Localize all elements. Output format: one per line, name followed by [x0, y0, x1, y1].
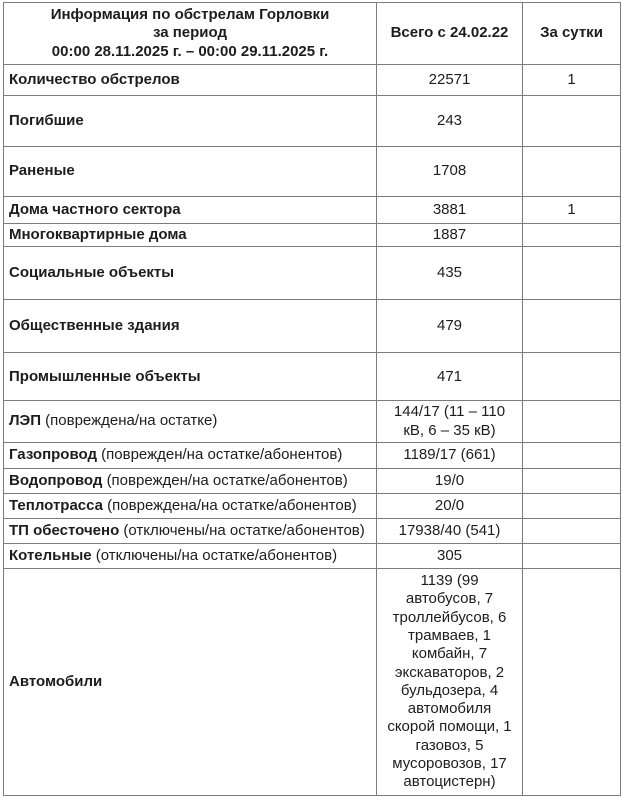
table-title-line1: Информация по обстрелам Горловки [50, 6, 330, 24]
table-row [4, 493, 621, 518]
table-header-row [4, 3, 621, 65]
table-row [4, 568, 621, 795]
row-label-main: Количество обстрелов [9, 70, 180, 88]
daily-value [523, 568, 621, 795]
row-label-main: Погибшие [9, 111, 84, 129]
table-row [4, 224, 621, 247]
row-label [4, 96, 377, 147]
table-row [4, 197, 621, 224]
total-value: 17938/40 (541) [377, 518, 523, 543]
row-label-main: Автомобили [9, 672, 103, 690]
row-label-main: Промышленные объекты [9, 367, 201, 385]
daily-value [523, 401, 621, 443]
row-label [4, 568, 377, 795]
row-label [4, 147, 377, 197]
row-label [4, 493, 377, 518]
total-value: 144/17 (11 – 110 кВ, 6 – 35 кВ) [377, 401, 523, 443]
table-row [4, 300, 621, 353]
column-header-total: Всего с 24.02.22 [377, 3, 523, 65]
row-label [4, 543, 377, 568]
table-title-line3: 00:00 28.11.2025 г. – 00:00 29.11.2025 г. [51, 42, 329, 60]
row-label-main: Теплотрасса [9, 496, 103, 514]
total-value: 1189/17 (661) [377, 442, 523, 468]
table-row [4, 96, 621, 147]
table-row [4, 401, 621, 443]
row-label-main: ЛЭП [9, 412, 41, 430]
total-value: 3881 [377, 197, 523, 224]
daily-value [523, 300, 621, 353]
total-value: 20/0 [377, 493, 523, 518]
total-value: 1708 [377, 147, 523, 197]
table-row [4, 65, 621, 96]
daily-value [523, 147, 621, 197]
column-header-daily: За сутки [523, 3, 621, 65]
table-row [4, 543, 621, 568]
total-value: 305 [377, 543, 523, 568]
row-label [4, 442, 377, 468]
row-label-note: (поврежден/на остатке/абонентов) [101, 446, 343, 464]
row-label-main: Социальные объекты [9, 264, 175, 282]
table-title [4, 3, 377, 65]
shelling-report-table [3, 2, 621, 796]
total-value: 243 [377, 96, 523, 147]
total-value: 471 [377, 353, 523, 401]
table-row [4, 468, 621, 493]
row-label [4, 247, 377, 300]
row-label-note: (поврежден/на остатке/абонентов) [106, 471, 348, 489]
row-label-main: Раненые [9, 162, 75, 180]
daily-value [523, 543, 621, 568]
row-label [4, 224, 377, 247]
daily-value: 1 [523, 65, 621, 96]
total-value: 19/0 [377, 468, 523, 493]
row-label-main: Водопровод [9, 471, 103, 489]
total-value: 1139 (99 автобусов, 7 троллейбусов, 6 трамваев, 1 комбайн, 7 экскаваторов, 2 бульдозера, 4 автомобиля скорой помощи, 1 газовоз, 5 мусоровозов, 17 автоцистерн) [377, 568, 523, 795]
row-label [4, 518, 377, 543]
row-label-note: (отключены/на остатке/абонентов) [123, 521, 365, 539]
row-label-main: Газопровод [9, 446, 97, 464]
total-value: 435 [377, 247, 523, 300]
row-label [4, 468, 377, 493]
daily-value [523, 468, 621, 493]
table-row [4, 147, 621, 197]
row-label-main: ТП обесточено [9, 521, 120, 539]
row-label-main: Многоквартирные дома [9, 226, 187, 243]
daily-value [523, 96, 621, 147]
total-value: 479 [377, 300, 523, 353]
row-label-note: (повреждена/на остатке/абонентов) [107, 496, 357, 514]
row-label-note: (повреждена/на остатке) [45, 412, 218, 430]
daily-value [523, 353, 621, 401]
table-row [4, 518, 621, 543]
total-value: 1887 [377, 224, 523, 247]
daily-value [523, 493, 621, 518]
row-label [4, 65, 377, 96]
daily-value [523, 224, 621, 247]
row-label-main: Дома частного сектора [9, 200, 181, 218]
table-row [4, 442, 621, 468]
table-row [4, 353, 621, 401]
row-label-note: (отключены/на остатке/абонентов) [95, 546, 338, 564]
row-label [4, 353, 377, 401]
row-label [4, 300, 377, 353]
row-label-main: Котельные [9, 546, 92, 564]
table-row [4, 247, 621, 300]
daily-value [523, 247, 621, 300]
total-value: 22571 [377, 65, 523, 96]
daily-value [523, 442, 621, 468]
row-label-main: Общественные здания [9, 317, 180, 335]
daily-value: 1 [523, 197, 621, 224]
row-label [4, 401, 377, 443]
row-label [4, 197, 377, 224]
table-title-line2: за период [152, 24, 228, 42]
daily-value [523, 518, 621, 543]
